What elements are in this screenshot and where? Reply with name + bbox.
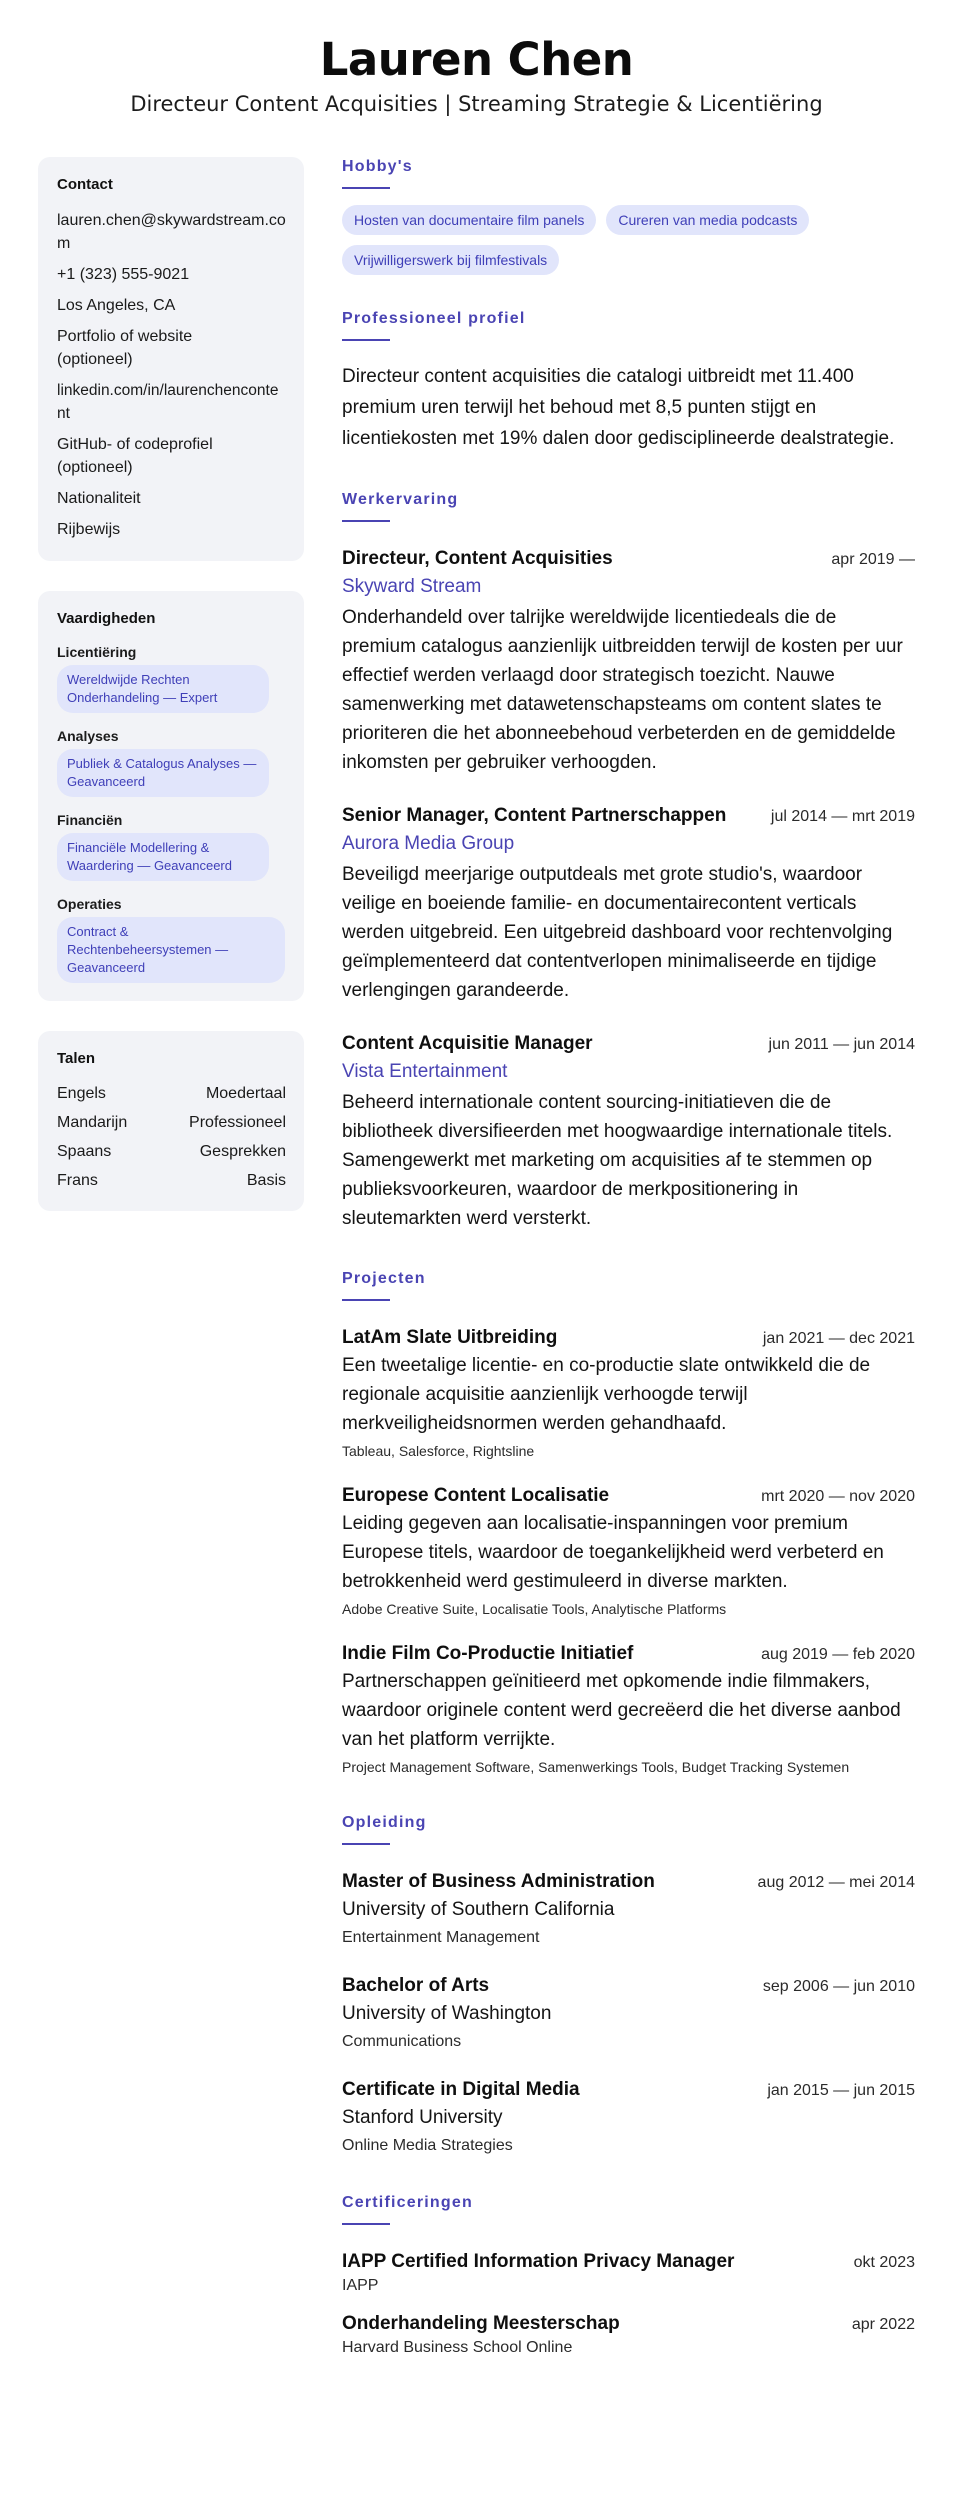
experience-entry [342,1031,915,1233]
section-divider [342,187,390,189]
contact-card [38,157,304,561]
section-divider [342,1299,390,1301]
experience-section [342,490,915,1233]
language-name: Frans [57,1172,98,1189]
certification-date: okt 2023 [853,2254,915,2271]
job-dates: jun 2011 — jun 2014 [768,1036,915,1053]
skill-pill: Wereldwijde Rechten Onderhandeling — Expert [57,665,269,713]
job-company: Vista Entertainment [342,1061,508,1082]
field-of-study: Communications [342,2033,462,2050]
certification-entry [342,2311,915,2359]
entry-header [342,546,915,572]
project-dates: mrt 2020 — nov 2020 [761,1488,915,1505]
languages-title: Talen [57,1050,96,1067]
language-name: Engels [57,1085,106,1102]
section-divider [342,520,390,522]
certification-name: IAPP Certified Information Privacy Manager [342,2251,735,2272]
hobbies-section [342,157,915,275]
project-tools: Tableau, Salesforce, Rightsline [342,1443,535,1459]
entry-header [342,1483,915,1509]
project-description: Partnerschappen geïnitieerd met opkomende indie filmmakers, waardoor originele content werd gecreëerd die het diverse aanbod van het platform verrijkte. [342,1671,901,1750]
job-description: Beveiligd meerjarige outputdeals met grote studio's, waardoor veilige en boeiende familie- en documentairecontent verticals werden uitgebreid. Een uitgebreid dashboard voor rechtenvolging geïmplementeerd dat contentverlopen minimaliseerde en tijdige verlengingen garandeerde. [342,864,893,1001]
project-tools: Adobe Creative Suite, Localisatie Tools, Analytische Platforms [342,1601,727,1617]
education-entry [342,2077,915,2157]
candidate-headline: Directeur Content Acquisities | Streaming Strategie & Licentiëring [130,92,823,116]
project-tools: Project Management Software, Samenwerkings Tools, Budget Tracking Systemen [342,1759,850,1775]
main-content [342,157,915,2359]
education-entry [342,1973,915,2053]
contact-email[interactable]: lauren.chen@skywardstream.com [57,212,286,252]
field-of-study: Entertainment Management [342,1929,540,1946]
entry-header [342,2311,915,2337]
entry-header [342,2249,915,2275]
job-dates: apr 2019 — [831,551,915,568]
section-title: Hobby's [342,158,413,175]
field-of-study: Online Media Strategies [342,2137,513,2154]
language-row [57,1170,286,1192]
job-dates: jul 2014 — mrt 2019 [770,808,915,825]
education-entry [342,1869,915,1949]
skill-group [57,643,286,713]
section-title: Werkervaring [342,491,459,508]
entry-header [342,2077,915,2103]
hobby-chip: Vrijwilligerswerk bij filmfestivals [342,245,559,275]
skills-title: Vaardigheden [57,610,156,627]
entry-header [342,1641,915,1667]
certification-entry [342,2249,915,2297]
languages-card [38,1031,304,1211]
school-name: University of Washington [342,2003,552,2024]
sidebar [38,157,304,1241]
degree-name: Master of Business Administration [342,1871,655,1892]
job-title: Content Acquisitie Manager [342,1033,593,1054]
profile-section [342,309,915,454]
certification-issuer: IAPP [342,2277,379,2294]
project-name: LatAm Slate Uitbreiding [342,1327,558,1348]
section-title: Projecten [342,1270,426,1287]
job-company: Aurora Media Group [342,833,515,854]
certification-issuer: Harvard Business School Online [342,2339,573,2356]
skill-group-title: Analyses [57,728,119,744]
job-title: Directeur, Content Acquisities [342,548,613,569]
job-description: Beheerd internationale content sourcing-initiatieven die de bibliotheek diversifieerden met hoogwaardige internationale titels. Samengewerkt met marketing om acquisities af te stemmen op publieksvoorkeuren, waardoor de merkpositionering in sleutemarkten werd versterkt. [342,1092,893,1229]
education-dates: aug 2012 — mei 2014 [757,1874,915,1891]
job-title: Senior Manager, Content Partnerschappen [342,805,727,826]
language-level: Gesprekken [199,1143,286,1160]
school-name: University of Southern California [342,1899,615,1920]
education-section [342,1813,915,2157]
contact-nationality: Nationaliteit [57,490,141,507]
entry-header [342,1869,915,1895]
section-title: Opleiding [342,1814,427,1831]
section-title: Certificeringen [342,2194,473,2211]
skill-group-title: Operaties [57,896,122,912]
skill-pill: Financiële Modellering & Waardering — Geavanceerd [57,833,269,881]
hobby-list [342,205,915,275]
section-divider [342,1843,390,1845]
certifications-section [342,2193,915,2359]
certification-date: apr 2022 [851,2316,915,2333]
project-name: Europese Content Localisatie [342,1485,610,1506]
skill-group-title: Financiën [57,812,123,828]
certification-name: Onderhandeling Meesterschap [342,2313,620,2334]
language-row [57,1112,286,1134]
entry-header [342,1031,915,1057]
project-entry [342,1325,915,1461]
project-name: Indie Film Co-Productie Initiatief [342,1643,634,1664]
contact-title: Contact [57,176,113,193]
contact-portfolio[interactable]: Portfolio of website (optioneel) [57,328,193,368]
education-dates: sep 2006 — jun 2010 [762,1978,915,1995]
experience-entry [342,546,915,777]
project-description: Leiding gegeven aan localisatie-inspanningen voor premium Europese titels, waardoor de toegankelijkheid werd verbeterd en betrokkenheid werd gestimuleerd in diverse markten. [342,1513,884,1592]
skill-group [57,811,286,881]
entry-header [342,803,915,829]
education-dates: jan 2015 — jun 2015 [767,2082,915,2099]
degree-name: Bachelor of Arts [342,1975,490,1996]
projects-section [342,1269,915,1777]
contact-license: Rijbewijs [57,521,121,538]
degree-name: Certificate in Digital Media [342,2079,580,2100]
skill-group [57,727,286,797]
language-name: Mandarijn [57,1114,128,1131]
contact-location: Los Angeles, CA [57,297,176,314]
language-level: Professioneel [189,1114,286,1131]
profile-summary: Directeur content acquisities die catalogi uitbreidt met 11.400 premium uren terwijl het behoud met 8,5 punten stijgt en licentiekosten met 19% dalen door gedisciplineerde dealstrategie. [342,366,895,449]
section-title: Professioneel profiel [342,310,526,327]
skills-card [38,591,304,1001]
project-entry [342,1641,915,1777]
section-divider [342,339,390,341]
language-row [57,1083,286,1105]
skill-group-title: Licentiëring [57,644,137,660]
project-description: Een tweetalige licentie- en co-productie slate ontwikkeld die de regionale acquisitie aanzienlijk verhoogde terwijl merkveiligheidsnormen werden gehandhaafd. [342,1355,871,1434]
hobby-chip: Hosten van documentaire film panels [342,205,596,235]
job-description: Onderhandeld over talrijke wereldwijde licentiedeals die de premium catalogus aanzienlijk uitbreidden terwijl de kosten per uur effectief werden verlaagd door strategisch toezicht. Nauwe samenwerking met datawetenschapsteams om content slates te prioriteren die het abonneebehoud verbeterden en de gemiddelde inkomsten per gebruiker verhoogden. [342,607,903,773]
project-entry [342,1483,915,1619]
project-dates: aug 2019 — feb 2020 [761,1646,915,1663]
resume-header [0,0,953,118]
contact-linkedin[interactable]: linkedin.com/in/laurenchencontent [57,382,279,422]
contact-github[interactable]: GitHub- of codeprofiel (optioneel) [57,436,213,476]
section-divider [342,2223,390,2225]
language-name: Spaans [57,1143,112,1160]
skill-pill: Publiek & Catalogus Analyses — Geavanceerd [57,749,269,797]
language-level: Moedertaal [205,1085,286,1102]
hobby-chip: Cureren van media podcasts [606,205,809,235]
entry-header [342,1973,915,1999]
contact-phone[interactable]: +1 (323) 555-9021 [57,266,190,283]
experience-entry [342,803,915,1005]
candidate-name: Lauren Chen [319,33,634,86]
school-name: Stanford University [342,2107,503,2128]
language-row [57,1141,286,1163]
entry-header [342,1325,915,1351]
skill-pill: Contract & Rechtenbeheersystemen — Geavanceerd [57,917,285,983]
skill-group [57,895,286,983]
job-company: Skyward Stream [342,576,482,597]
project-dates: jan 2021 — dec 2021 [762,1330,915,1347]
language-level: Basis [246,1172,286,1189]
